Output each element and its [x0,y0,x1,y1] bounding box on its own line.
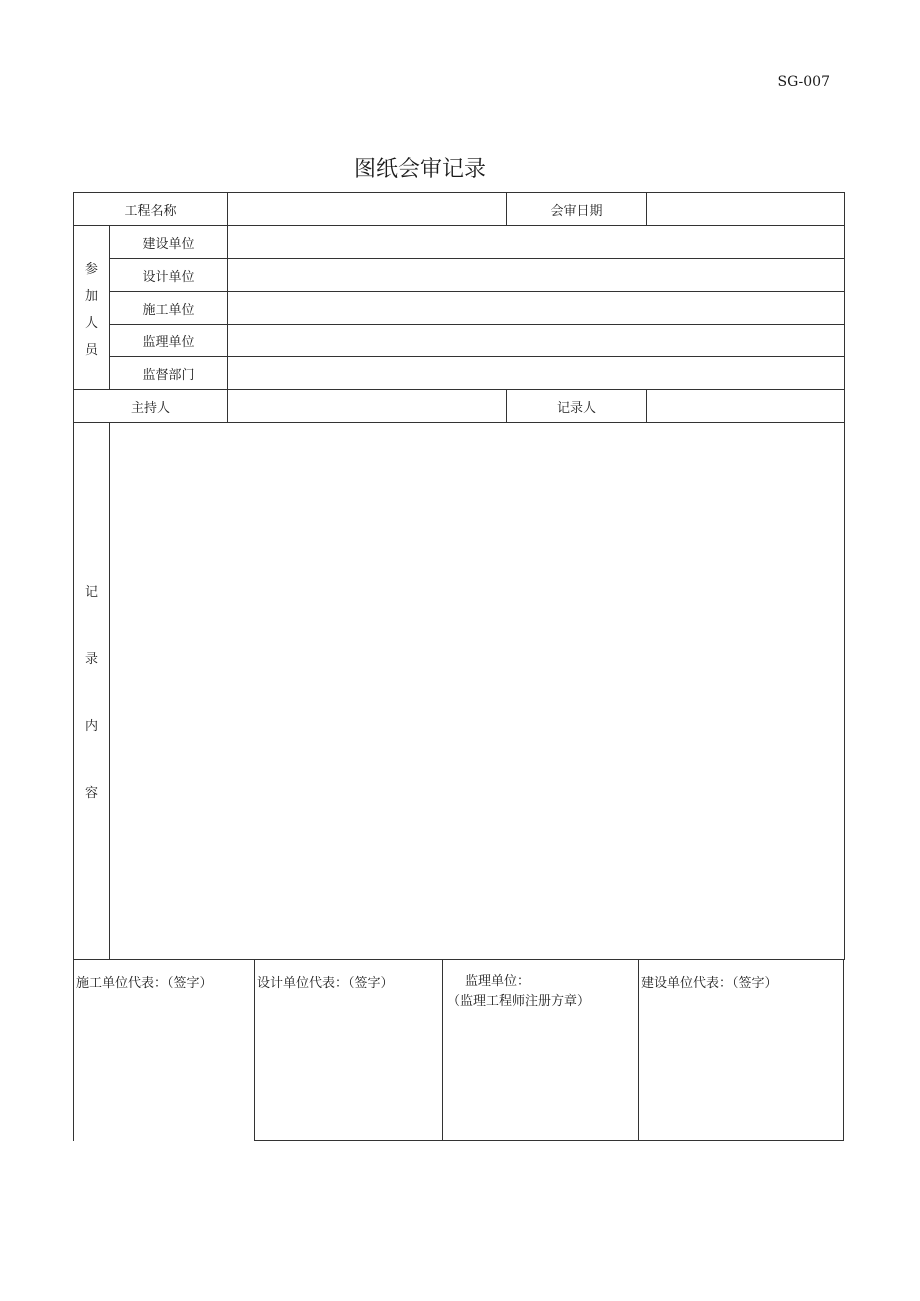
record-content-label [74,423,110,960]
supervision-unit-label: 监理单位 [110,325,228,357]
supervision-signature-box[interactable] [442,959,638,1141]
construction-unit-label: 施工单位 [110,292,228,325]
supervision-stamp-line: （监理工程师注册方章） [447,994,591,1009]
construction-signature-box[interactable] [73,959,254,1141]
project-name-label: 工程名称 [74,193,228,226]
project-name-field[interactable] [228,193,507,226]
construction-rep-label: 施工单位代表：（签字） [76,976,213,991]
record-content-field[interactable] [110,423,845,960]
supervision-unit-field[interactable] [228,325,845,357]
participants-char: 人 [84,315,98,331]
participants-char: 参 [84,261,98,277]
record-char: 内 [84,719,98,734]
record-char: 容 [84,786,98,801]
recorder-label: 记录人 [507,390,647,423]
host-label: 主持人 [74,390,228,423]
design-unit-field[interactable] [228,259,845,292]
review-date-label: 会审日期 [507,193,647,226]
owner-unit-field[interactable] [228,226,845,259]
oversight-dept-label: 监督部门 [110,357,228,390]
signature-section [73,959,844,1141]
owner-unit-label: 建设单位 [110,226,228,259]
design-signature-box[interactable] [254,959,442,1141]
owner-rep-label: 建设单位代表：（签字） [641,976,778,991]
form-code: SG-007 [777,74,830,90]
supervision-label [447,972,590,1012]
record-char: 录 [84,652,98,667]
participants-char: 加 [84,288,98,304]
record-char: 记 [84,585,98,600]
supervision-unit-line: 监理单位： [465,974,531,989]
participants-group-label [74,226,110,390]
construction-unit-field[interactable] [228,292,845,325]
design-unit-label: 设计单位 [110,259,228,292]
host-field[interactable] [228,390,507,423]
owner-signature-box[interactable] [638,959,844,1141]
design-rep-label: 设计单位代表：（签字） [257,976,394,991]
oversight-dept-field[interactable] [228,357,845,390]
participants-char: 员 [84,342,98,358]
recorder-field[interactable] [647,390,845,423]
review-date-field[interactable] [647,193,845,226]
review-form-table [73,192,845,960]
page-title: 图纸会审记录 [353,157,486,182]
